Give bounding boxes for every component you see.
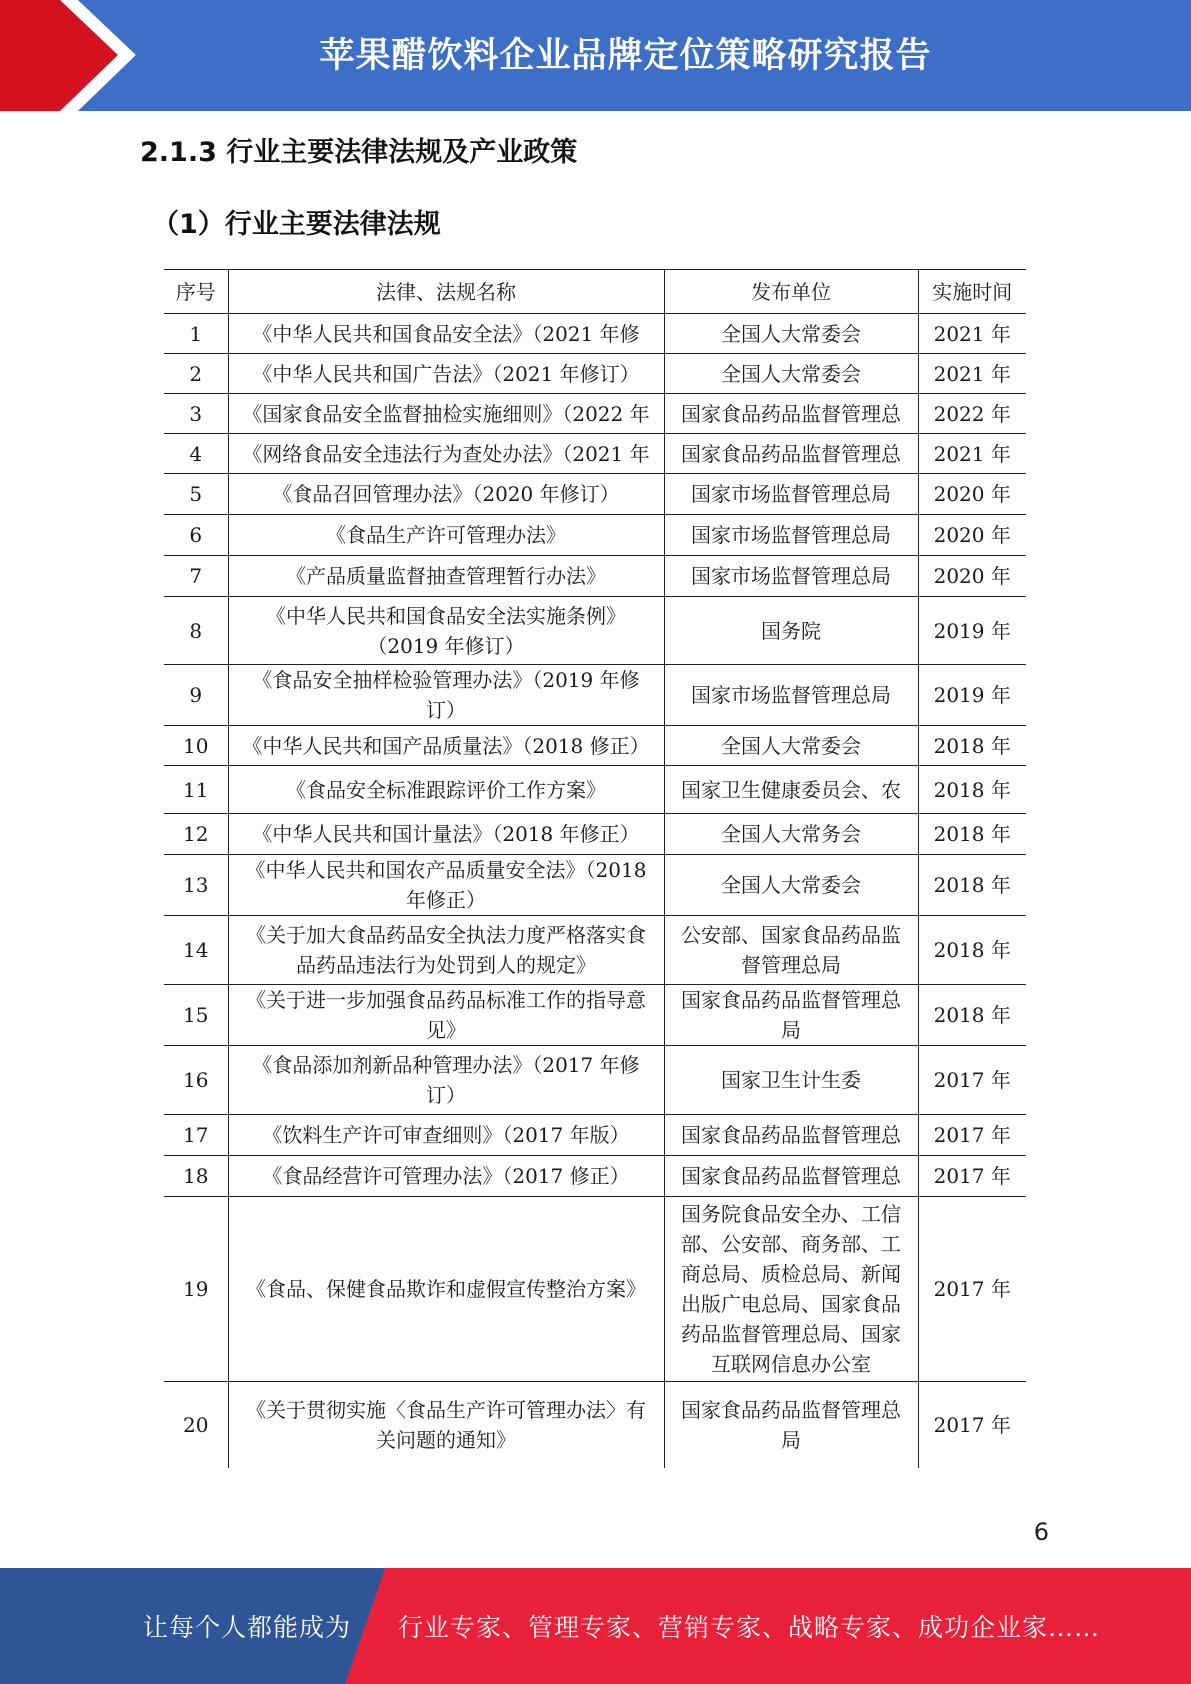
row-number-cell — [164, 665, 228, 726]
table-row — [164, 394, 1026, 434]
table-row — [164, 1382, 1026, 1468]
row-number-cell — [164, 434, 228, 474]
row-number-cell-text: 11 — [183, 777, 209, 802]
issuer-cell-text: 全国人大常务会 — [721, 822, 861, 846]
issuer-cell — [664, 665, 918, 726]
row-number-cell — [164, 556, 228, 597]
table-row — [164, 597, 1026, 665]
effective-year-cell — [918, 665, 1026, 726]
law-name-cell — [228, 314, 664, 354]
issuer-cell — [664, 556, 918, 597]
effective-year-cell-text: 2019 年 — [933, 618, 1011, 643]
effective-year-cell-text: 2017 年 — [933, 1068, 1011, 1092]
effective-year-cell — [918, 985, 1026, 1046]
footer-slogan-left: 让每个人都能成为 — [143, 1613, 352, 1642]
law-name-cell-text: 《网络食品安全违法行为查处办法》（2021 年 — [242, 441, 650, 466]
row-number-cell — [164, 474, 228, 515]
law-name-cell-text: 《食品生产许可管理办法》 — [326, 523, 566, 547]
law-name-cell — [228, 597, 664, 665]
law-name-cell — [228, 1156, 664, 1197]
effective-year-cell-text: 2018 年 — [933, 1003, 1011, 1027]
law-name-cell-text: 《中华人民共和国广告法》（2021 年修订） — [252, 361, 640, 386]
issuer-cell — [664, 766, 918, 814]
effective-year-cell — [918, 354, 1026, 394]
row-number-cell — [164, 1382, 228, 1468]
effective-year-cell — [918, 1156, 1026, 1197]
effective-year-cell — [918, 766, 1026, 814]
effective-year-cell — [918, 1382, 1026, 1468]
issuer-cell-text: 全国人大常委会 — [721, 733, 861, 758]
row-number-cell-text: 20 — [183, 1412, 209, 1437]
issuer-cell — [664, 1046, 918, 1115]
issuer-cell — [664, 985, 918, 1046]
effective-year-cell-text: 2019 年 — [933, 683, 1011, 707]
header-banner — [0, 0, 1191, 111]
effective-year-cell-text: 2017 年 — [933, 1164, 1011, 1188]
effective-year-cell — [918, 474, 1026, 515]
issuer-cell-text: 国家食品药品监督管理总局 — [681, 988, 901, 1042]
law-name-cell-text: 《食品添加剂新品种管理办法》（2017 年修订） — [252, 1053, 640, 1107]
law-name-cell-text: 《食品召回管理办法》（2020 年修订） — [272, 482, 620, 506]
effective-year-cell-text: 2022 年 — [933, 401, 1011, 426]
row-number-cell-text: 10 — [183, 733, 209, 758]
row-number-cell — [164, 1046, 228, 1115]
law-name-cell — [228, 726, 664, 766]
law-name-cell — [228, 766, 664, 814]
row-number-cell-text: 9 — [189, 683, 203, 707]
law-name-cell-text: 《产品质量监督抽查管理暂行办法》 — [286, 564, 606, 588]
column-header-effective-date: 实施时间 — [918, 270, 1026, 314]
row-number-cell-text: 18 — [183, 1164, 209, 1188]
law-name-cell-text: 《食品、保健食品欺诈和虚假宣传整治方案》 — [246, 1277, 646, 1301]
effective-year-cell-text: 2017 年 — [933, 1123, 1011, 1147]
row-number-cell-text: 3 — [189, 401, 203, 426]
effective-year-cell — [918, 726, 1026, 766]
issuer-cell — [664, 814, 918, 855]
issuer-cell-text: 国家市场监督管理总局 — [691, 523, 891, 547]
column-header-issuer: 发布单位 — [664, 270, 918, 314]
effective-year-cell — [918, 314, 1026, 354]
column-header-law-name: 法律、法规名称 — [228, 270, 664, 314]
issuer-cell — [664, 726, 918, 766]
law-name-cell-text: 《关于进一步加强食品药品标准工作的指导意见》 — [246, 988, 646, 1042]
issuer-cell-text: 国务院 — [761, 618, 821, 643]
issuer-cell — [664, 1382, 918, 1468]
law-name-cell — [228, 814, 664, 855]
row-number-cell — [164, 515, 228, 556]
effective-year-cell — [918, 597, 1026, 665]
table-header-row — [164, 270, 1026, 314]
law-name-cell-text: 《中华人民共和国产品质量法》（2018 修正） — [242, 733, 650, 758]
effective-year-cell-text: 2018 年 — [933, 822, 1011, 846]
table-row — [164, 726, 1026, 766]
table-row — [164, 354, 1026, 394]
issuer-cell — [664, 474, 918, 515]
table-row — [164, 434, 1026, 474]
issuer-cell — [664, 515, 918, 556]
table-row — [164, 556, 1026, 597]
law-name-cell — [228, 354, 664, 394]
table-row — [164, 314, 1026, 354]
law-name-cell — [228, 474, 664, 515]
issuer-cell — [664, 354, 918, 394]
table-row — [164, 814, 1026, 855]
table-row — [164, 916, 1026, 985]
effective-year-cell — [918, 515, 1026, 556]
law-name-cell-text: 《国家食品安全监督抽检实施细则》（2022 年 — [242, 401, 650, 426]
row-number-cell — [164, 394, 228, 434]
row-number-cell — [164, 354, 228, 394]
issuer-cell — [664, 916, 918, 985]
table-row — [164, 1115, 1026, 1156]
law-name-cell-text: 《饮料生产许可审查细则》（2017 年版） — [262, 1123, 630, 1147]
sub-heading: （1）行业主要法律法规 — [152, 209, 441, 240]
law-name-cell-text: 《食品安全抽样检验管理办法》（2019 年修订） — [252, 668, 640, 722]
row-number-cell-text: 16 — [183, 1068, 209, 1092]
issuer-cell — [664, 1156, 918, 1197]
row-number-cell — [164, 1197, 228, 1382]
row-number-cell-text: 4 — [189, 441, 203, 466]
row-number-cell — [164, 985, 228, 1046]
footer-slogan-right: 行业专家、管理专家、营销专家、战略专家、成功企业家…… — [398, 1613, 1101, 1642]
page-number: 6 — [1033, 1518, 1049, 1546]
effective-year-cell — [918, 916, 1026, 985]
footer-banner — [0, 1568, 1191, 1684]
law-name-cell — [228, 556, 664, 597]
issuer-cell — [664, 597, 918, 665]
law-name-cell-text: 《中华人民共和国食品安全法》（2021 年修 — [252, 321, 640, 346]
law-name-cell — [228, 1197, 664, 1382]
table-row — [164, 1156, 1026, 1197]
law-name-cell — [228, 1046, 664, 1115]
issuer-cell-text: 国家食品药品监督管理总局 — [681, 1397, 901, 1452]
law-name-cell-text: 《食品安全标准跟踪评价工作方案》 — [286, 777, 606, 802]
table-row — [164, 855, 1026, 916]
table-row — [164, 985, 1026, 1046]
effective-year-cell — [918, 556, 1026, 597]
issuer-cell-text: 国家市场监督管理总局 — [691, 683, 891, 707]
law-name-cell — [228, 394, 664, 434]
issuer-cell-text: 全国人大常委会 — [721, 873, 861, 897]
row-number-cell — [164, 314, 228, 354]
effective-year-cell-text: 2017 年 — [933, 1412, 1011, 1437]
issuer-cell-text: 公安部、国家食品药品监督管理总局 — [681, 923, 901, 977]
issuer-cell-text: 全国人大常委会 — [721, 321, 861, 346]
row-number-cell — [164, 1156, 228, 1197]
laws-table — [164, 269, 1026, 1468]
law-name-cell — [228, 434, 664, 474]
issuer-cell — [664, 434, 918, 474]
effective-year-cell-text: 2021 年 — [933, 441, 1011, 466]
law-name-cell — [228, 1115, 664, 1156]
effective-year-cell-text: 2020 年 — [933, 564, 1011, 588]
effective-year-cell-text: 2018 年 — [933, 938, 1011, 962]
issuer-cell — [664, 855, 918, 916]
issuer-cell-text: 国家市场监督管理总局 — [691, 482, 891, 506]
row-number-cell-text: 8 — [189, 618, 203, 643]
effective-year-cell-text: 2018 年 — [933, 733, 1011, 758]
law-name-cell-text: 《中华人民共和国农产品质量安全法》（2018 年修正） — [245, 858, 647, 912]
row-number-cell-text: 2 — [189, 361, 203, 386]
row-number-cell — [164, 597, 228, 665]
issuer-cell-text: 国家食品药品监督管理总 — [681, 1164, 901, 1188]
effective-year-cell-text: 2018 年 — [933, 873, 1011, 897]
row-number-cell-text: 17 — [183, 1123, 209, 1147]
issuer-cell-text: 全国人大常委会 — [721, 361, 861, 386]
row-number-cell — [164, 1115, 228, 1156]
effective-year-cell-text: 2020 年 — [933, 523, 1011, 547]
issuer-cell-text: 国务院食品安全办、工信部、公安部、商务部、工商总局、质检总局、新闻出版广电总局、国家食品药品监督管理总局、国家互联网信息办公室 — [681, 1202, 901, 1376]
row-number-cell-text: 15 — [183, 1003, 209, 1027]
issuer-cell-text: 国家食品药品监督管理总 — [681, 1123, 901, 1147]
effective-year-cell-text: 2018 年 — [933, 777, 1011, 802]
effective-year-cell — [918, 1115, 1026, 1156]
issuer-cell — [664, 1197, 918, 1382]
law-name-cell — [228, 515, 664, 556]
section-heading: 2.1.3 行业主要法律法规及产业政策 — [140, 137, 578, 168]
law-name-cell — [228, 665, 664, 726]
row-number-cell-text: 6 — [189, 523, 203, 547]
issuer-cell-text: 国家卫生计生委 — [721, 1068, 861, 1092]
column-header-number: 序号 — [164, 270, 228, 314]
issuer-cell-text: 国家食品药品监督管理总 — [681, 441, 901, 466]
effective-year-cell — [918, 394, 1026, 434]
law-name-cell-text: 《食品经营许可管理办法》（2017 修正） — [262, 1164, 630, 1188]
law-name-cell-text: 《中华人民共和国计量法》（2018 年修正） — [252, 822, 640, 846]
issuer-cell — [664, 314, 918, 354]
row-number-cell-text: 7 — [189, 564, 203, 588]
law-name-cell — [228, 855, 664, 916]
row-number-cell-text: 14 — [183, 938, 209, 962]
row-number-cell-text: 5 — [189, 482, 203, 506]
law-name-cell — [228, 916, 664, 985]
row-number-cell-text: 13 — [183, 873, 209, 897]
table-row — [164, 766, 1026, 814]
row-number-cell-text: 1 — [189, 321, 203, 346]
law-name-cell — [228, 1382, 664, 1468]
effective-year-cell-text: 2020 年 — [933, 482, 1011, 506]
row-number-cell — [164, 726, 228, 766]
row-number-cell — [164, 766, 228, 814]
report-title: 苹果醋饮料企业品牌定位策略研究报告 — [319, 36, 932, 76]
effective-year-cell — [918, 814, 1026, 855]
effective-year-cell — [918, 855, 1026, 916]
table-row — [164, 1197, 1026, 1382]
row-number-cell-text: 19 — [183, 1277, 209, 1301]
issuer-cell — [664, 1115, 918, 1156]
table-row — [164, 1046, 1026, 1115]
issuer-cell-text: 国家市场监督管理总局 — [691, 564, 891, 588]
effective-year-cell — [918, 434, 1026, 474]
row-number-cell-text: 12 — [183, 822, 209, 846]
issuer-cell-text: 国家食品药品监督管理总 — [681, 401, 901, 426]
effective-year-cell-text: 2021 年 — [933, 321, 1011, 346]
table-row — [164, 474, 1026, 515]
law-name-cell — [228, 985, 664, 1046]
issuer-cell-text: 国家卫生健康委员会、农 — [681, 777, 901, 802]
issuer-cell — [664, 394, 918, 434]
law-name-cell-text: 《中华人民共和国食品安全法实施条例》（2019 年修订） — [266, 603, 626, 658]
table-row — [164, 515, 1026, 556]
law-name-cell-text: 《关于加大食品药品安全执法力度严格落实食品药品违法行为处罚到人的规定》 — [246, 923, 646, 977]
effective-year-cell-text: 2017 年 — [933, 1277, 1011, 1301]
row-number-cell — [164, 855, 228, 916]
effective-year-cell — [918, 1197, 1026, 1382]
table-row — [164, 665, 1026, 726]
effective-year-cell — [918, 1046, 1026, 1115]
effective-year-cell-text: 2021 年 — [933, 361, 1011, 386]
law-name-cell-text: 《关于贯彻实施〈食品生产许可管理办法〉有关问题的通知》 — [246, 1397, 646, 1452]
row-number-cell — [164, 814, 228, 855]
row-number-cell — [164, 916, 228, 985]
